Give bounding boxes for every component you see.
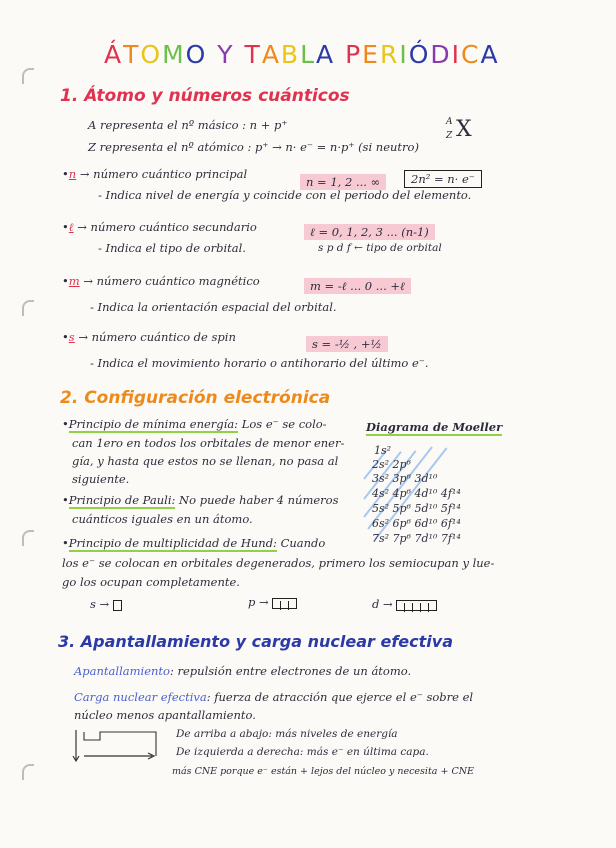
cne-definition-cont: núcleo menos apantallamiento.	[74, 708, 256, 722]
moeller-row: 2s² 2p⁶	[372, 458, 411, 471]
quantum-s-desc: - Indica el movimiento horario o antihorario del último e⁻.	[90, 356, 429, 370]
cne-definition: Carga nuclear efectiva: fuerza de atracción que ejerce el e⁻ sobre el	[74, 690, 474, 704]
principle-min-energy-text: can 1ero en todos los orbitales de menor ener-	[72, 436, 345, 450]
max-electrons-formula: 2n² = n· e⁻	[404, 170, 482, 188]
moeller-row: 3s² 3p⁶ 3d¹⁰	[372, 472, 438, 485]
title-letter: Á	[104, 40, 124, 69]
title-letter: B	[280, 40, 301, 69]
trend-left-right: De izquierda a derecha: más e⁻ en última capa.	[176, 746, 429, 758]
title-letter: T	[244, 40, 262, 69]
page-title	[104, 40, 500, 69]
moeller-row: 5s² 5p⁶ 5d¹⁰ 5f¹⁴	[372, 502, 461, 515]
orbital-d-boxes: d →	[372, 597, 437, 611]
moeller-row: 6s² 6p⁶ 6d¹⁰ 6f¹⁴	[372, 517, 461, 530]
title-letter: M	[162, 40, 186, 69]
principle-min-energy-text: siguiente.	[72, 472, 130, 486]
moeller-title: Diagrama de Moeller	[366, 420, 503, 434]
principle-min-energy-text: gía, y hasta que estos no se llenan, no pasa al	[72, 454, 339, 468]
title-letter: Ó	[408, 40, 431, 69]
principle-hund-text: los e⁻ se colocan en orbitales degenerados, primero los semiocupan y lue-	[62, 556, 495, 570]
punch-hole-mark	[22, 764, 34, 780]
title-letter: C	[461, 40, 481, 69]
orbital-type-letters: s p d f ← tipo de orbital	[318, 242, 442, 254]
principle-pauli: •Principio de Pauli: No puede haber 4 números	[62, 493, 339, 507]
title-letter: I	[451, 40, 462, 69]
title-letter: O	[140, 40, 163, 69]
title-letter: A	[261, 40, 281, 69]
section-heading-configuracion: 2. Configuración electrónica	[60, 388, 331, 408]
quantum-n-range: n = 1, 2 ... ∞	[300, 174, 386, 190]
title-letter: P	[345, 40, 363, 69]
title-letter: T	[123, 40, 141, 69]
section-heading-apantallamiento: 3. Apantallamiento y carga nuclear efectiva	[58, 632, 453, 651]
atomic-number-line: Z representa el nº atómico : p⁺ → n· e⁻ = n·p⁺ (si neutro)	[88, 140, 419, 154]
periodic-trend-sketch	[70, 726, 164, 764]
quantum-l-row: •ℓ → número cuántico secundario	[62, 220, 257, 234]
quantum-m-range: m = -ℓ ... 0 ... +ℓ	[304, 278, 411, 294]
orbital-s-boxes: s →	[90, 597, 122, 611]
shielding-definition: Apantallamiento: repulsión entre electrones de un átomo.	[74, 664, 412, 678]
quantum-l-desc: - Indica el tipo de orbital.	[98, 241, 246, 255]
section-heading-atomo: 1. Átomo y números cuánticos	[60, 86, 350, 106]
title-letter: O	[185, 40, 208, 69]
quantum-m-desc: - Indica la orientación espacial del orbital.	[90, 300, 337, 314]
moeller-row: 1s²	[374, 444, 392, 457]
trend-arrows-icon	[70, 726, 164, 764]
title-letter	[235, 40, 245, 69]
principle-hund-text: go los ocupan completamente.	[62, 575, 240, 589]
moeller-diagram	[360, 440, 500, 552]
title-letter	[335, 40, 345, 69]
title-letter	[207, 40, 217, 69]
title-letter: L	[300, 40, 317, 69]
principle-hund: •Principio de multiplicidad de Hund: Cuando	[62, 536, 326, 550]
punch-hole-mark	[22, 300, 34, 316]
moeller-row: 4s² 4p⁶ 4d¹⁰ 4f¹⁴	[372, 487, 461, 500]
quantum-s-range: s = -½ , +½	[306, 336, 388, 352]
trend-top-bottom: De arriba a abajo: más niveles de energía	[176, 728, 398, 740]
trend-cne-note: más CNE porque e⁻ están + lejos del núcleo y necesita + CNE	[172, 766, 474, 777]
moeller-row: 7s² 7p⁶ 7d¹⁰ 7f¹⁴	[372, 532, 461, 545]
title-letter: A	[480, 40, 500, 69]
title-letter: Y	[217, 40, 235, 69]
quantum-n-row: •n → número cuántico principal	[62, 167, 248, 181]
mass-number-line: A representa el nº másico : n + p⁺	[88, 118, 288, 132]
isotope-notation: A Z X	[446, 117, 472, 142]
quantum-s-row: •s → número cuántico de spin	[62, 330, 236, 344]
principle-pauli-text: cuánticos iguales en un átomo.	[72, 512, 253, 526]
title-letter: R	[379, 40, 400, 69]
title-letter: A	[316, 40, 336, 69]
orbital-p-boxes: p →	[248, 595, 297, 609]
punch-hole-mark	[22, 530, 34, 546]
quantum-n-desc: - Indica nivel de energía y coincide con el periodo del elemento.	[98, 188, 472, 202]
title-letter: D	[430, 40, 452, 69]
principle-min-energy: •Principio de mínima energía: Los e⁻ se colo-	[62, 417, 327, 431]
quantum-l-range: ℓ = 0, 1, 2, 3 ... (n-1)	[304, 224, 435, 240]
title-letter: E	[362, 40, 380, 69]
title-letter: I	[399, 40, 409, 69]
quantum-m-row: •m → número cuántico magnético	[62, 274, 260, 288]
punch-hole-mark	[22, 68, 34, 84]
